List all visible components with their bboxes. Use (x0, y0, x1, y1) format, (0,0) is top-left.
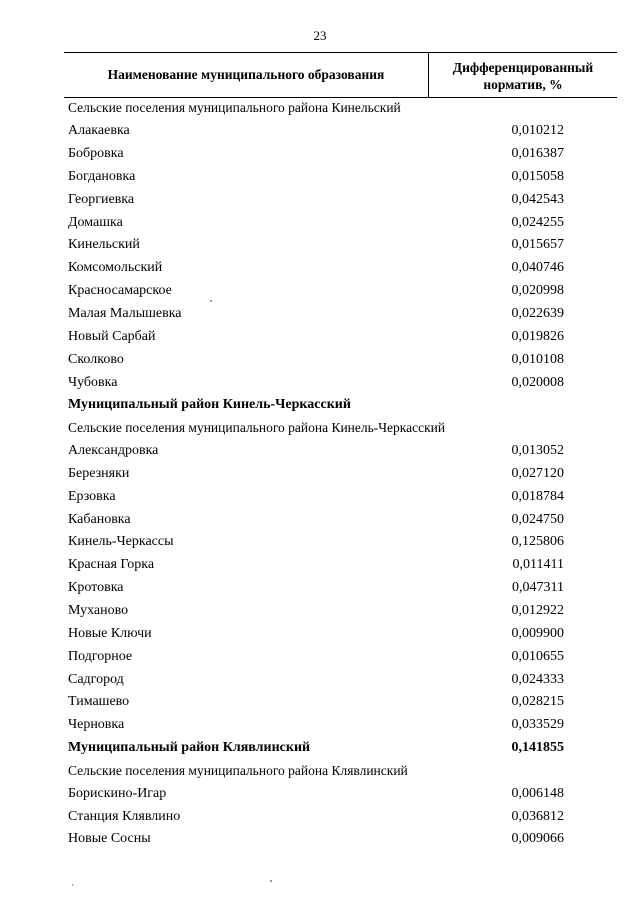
row-name: Станция Клявлино (68, 808, 181, 824)
table-body (68, 97, 564, 851)
row-name: Сельские поселения муниципального района Клявлинский (68, 762, 408, 778)
row-value: 0,047311 (512, 580, 564, 596)
row-name: Кинельский (68, 237, 140, 253)
table-header (64, 52, 617, 98)
table-row (68, 531, 564, 554)
row-value: 0,018784 (511, 488, 564, 504)
row-name: Черновка (68, 717, 125, 733)
table-row (68, 348, 564, 371)
table-row (68, 234, 564, 257)
row-value: 0,019826 (511, 328, 564, 344)
row-value: 0,020998 (511, 283, 564, 299)
row-name: Муханово (68, 602, 129, 618)
district-heading-row (68, 737, 564, 760)
row-name: Кинель-Черкассы (68, 534, 174, 550)
table-row (68, 485, 564, 508)
row-name: Георгиевка (68, 191, 135, 207)
table-row (68, 782, 564, 805)
row-name: Ерзовка (68, 488, 116, 504)
scan-speck (72, 884, 73, 886)
header-name-column: Наименование муниципального образования (107, 67, 385, 82)
row-value: 0,033529 (511, 717, 564, 733)
row-name: Кабановка (68, 511, 131, 527)
row-name: Домашка (68, 214, 123, 230)
table-row (68, 257, 564, 280)
row-name: Кротовка (68, 580, 124, 596)
row-name: Муниципальный район Кинель-Черкасский (68, 397, 351, 413)
row-value: 0,036812 (511, 808, 564, 824)
table-row (68, 805, 564, 828)
scan-speck (270, 880, 272, 882)
row-value: 0,006148 (511, 785, 564, 801)
row-value: 0,016387 (511, 146, 564, 162)
row-name: Сельские поселения муниципального района Кинельский (68, 100, 401, 116)
header-norm-column (428, 53, 617, 97)
table-row (68, 554, 564, 577)
row-value: 0,020008 (511, 374, 564, 390)
table-row (68, 440, 564, 463)
row-value: 0,024255 (511, 214, 564, 230)
table-row (68, 188, 564, 211)
row-value: 0,027120 (511, 465, 564, 481)
table-row (68, 828, 564, 851)
row-value: 0,015657 (511, 237, 564, 253)
row-name: Богдановка (68, 168, 136, 184)
table-row (68, 280, 564, 303)
table-row (68, 668, 564, 691)
header-norm-line2: норматив, % (483, 77, 563, 92)
table-row (68, 166, 564, 189)
row-value: 0,010655 (511, 648, 564, 664)
row-name: Чубовка (68, 374, 118, 390)
table-row (68, 303, 564, 326)
table-row (68, 325, 564, 348)
row-value: 0,024333 (511, 671, 564, 687)
row-name: Подгорное (68, 648, 133, 664)
row-value: 0,012922 (511, 602, 564, 618)
row-value: 0,010108 (511, 351, 564, 367)
district-heading-row (68, 394, 564, 417)
header-norm-line1: Дифференцированный (452, 60, 594, 75)
row-name: Новый Сарбай (68, 328, 156, 344)
row-name: Александровка (68, 443, 159, 459)
row-value: 0,009066 (511, 831, 564, 847)
row-name: Новые Сосны (68, 831, 151, 847)
row-value: 0,011411 (512, 557, 564, 573)
row-value: 0,040746 (511, 260, 564, 276)
table-row (68, 211, 564, 234)
table-row (68, 371, 564, 394)
row-value: 0,013052 (511, 443, 564, 459)
row-value: 0,141855 (511, 740, 564, 756)
table-row (68, 143, 564, 166)
row-name: Красносамарское (68, 283, 172, 299)
row-value: 0,125806 (511, 534, 564, 550)
table-row (68, 622, 564, 645)
page-number: 23 (313, 28, 327, 43)
row-name: Садгород (68, 671, 124, 687)
row-name: Малая Малышевка (68, 306, 182, 322)
table-row (68, 691, 564, 714)
row-name: Комсомольский (68, 260, 163, 276)
row-name: Бобровка (68, 146, 124, 162)
table-row (68, 645, 564, 668)
row-name: Березняки (68, 465, 130, 481)
row-value: 0,022639 (511, 306, 564, 322)
row-name: Красная Горка (68, 557, 155, 573)
row-value: 0,024750 (511, 511, 564, 527)
group-heading-row (68, 97, 564, 120)
group-heading-row (68, 417, 564, 440)
table-row (68, 120, 564, 143)
row-value: 0,015058 (511, 168, 564, 184)
table-row (68, 463, 564, 486)
row-name: Борискино-Игар (68, 785, 167, 801)
row-value: 0,028215 (511, 694, 564, 710)
row-value: 0,042543 (511, 191, 564, 207)
row-name: Новые Ключи (68, 625, 152, 641)
row-name: Муниципальный район Клявлинский (68, 740, 311, 756)
row-name: Тимашево (68, 694, 130, 710)
group-heading-row (68, 759, 564, 782)
table-row (68, 508, 564, 531)
row-value: 0,010212 (511, 123, 564, 139)
scan-speck (210, 300, 212, 302)
row-name: Сколково (68, 351, 124, 367)
table-row (68, 577, 564, 600)
table-row (68, 714, 564, 737)
row-name: Алакаевка (68, 123, 130, 139)
table-row (68, 600, 564, 623)
row-name: Сельские поселения муниципального района Кинель-Черкасский (68, 420, 446, 436)
row-value: 0,009900 (511, 625, 564, 641)
